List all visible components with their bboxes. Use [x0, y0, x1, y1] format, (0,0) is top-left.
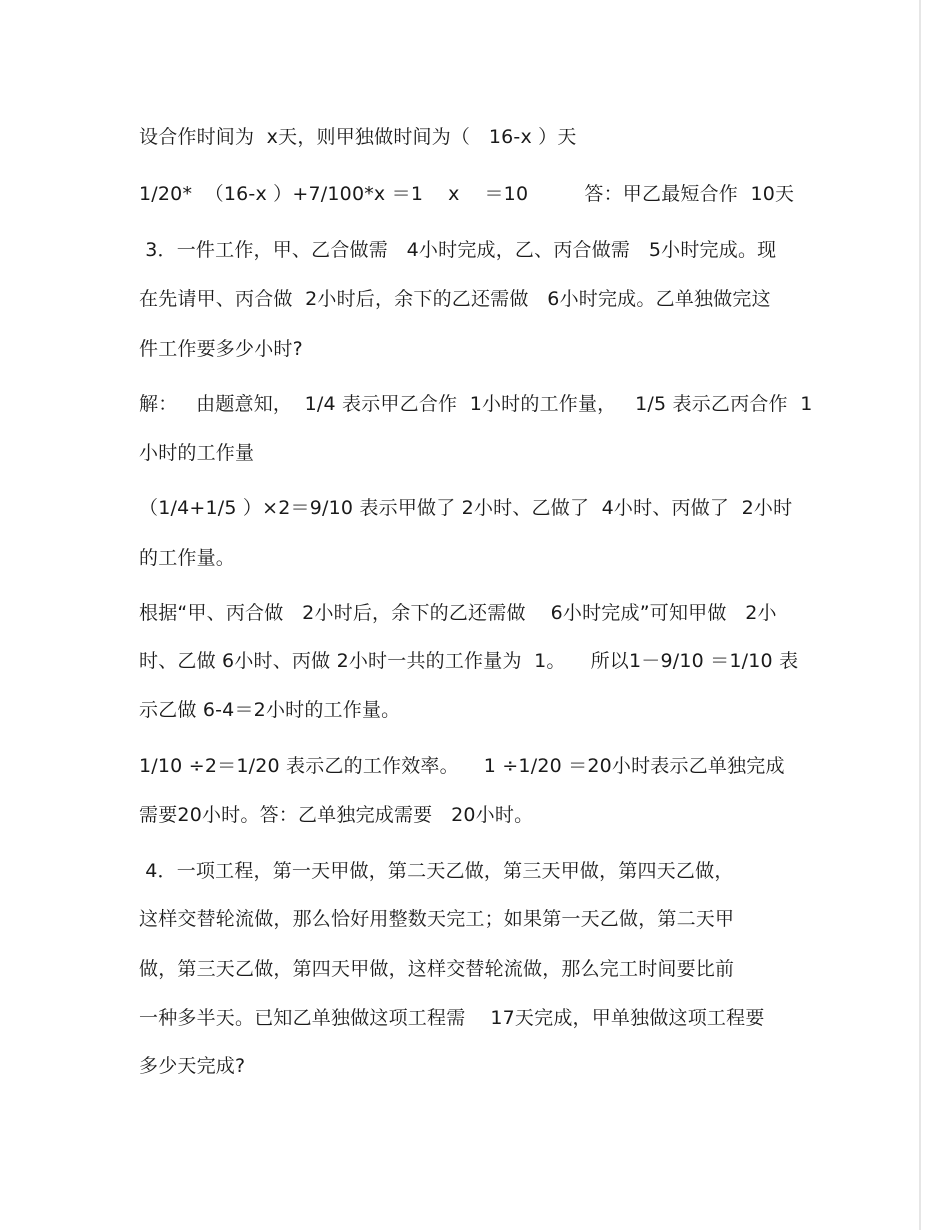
text-line: 时、乙做 6小时、丙做 2小时一共的工作量为 1。 所以1－9/10 ＝1/10 表 — [139, 650, 799, 672]
text-line: 解： 由题意知， 1/4 表示甲乙合作 1小时的工作量， 1/5 表示乙丙合作 1 — [139, 393, 813, 415]
text-line: 做，第三天乙做，第四天甲做，这样交替轮流做，那么完工时间要比前 — [139, 958, 735, 980]
text-line: 多少天完成? — [139, 1055, 246, 1077]
text-line: 件工作要多少小时? — [139, 338, 303, 360]
text-line: 示乙做 6-4＝2小时的工作量。 — [139, 699, 401, 721]
text-line: （1/4+1/5 ）×2＝9/10 表示甲做了 2小时、乙做了 4小时、丙做了 2小时 — [139, 497, 793, 519]
text-line: 小时的工作量 — [139, 442, 255, 464]
text-line: 1/20* （16-x ）+7/100*x ＝1 x ＝10 答：甲乙最短合作 10天 — [139, 183, 795, 205]
text-line: 需要20小时。答：乙单独完成需要 20小时。 — [139, 804, 534, 826]
page-edge-line — [919, 0, 921, 1230]
text-line: 这样交替轮流做，那么恰好用整数天完工；如果第一天乙做，第二天甲 — [139, 908, 735, 930]
text-line: 1/10 ÷2＝1/20 表示乙的工作效率。 1 ÷1/20 ＝20小时表示乙单独完成 — [139, 755, 785, 777]
text-line: 在先请甲、丙合做 2小时后，余下的乙还需做 6小时完成。乙单独做完这 — [139, 288, 771, 310]
text-line: 根据“甲、丙合做 2小时后，余下的乙还需做 6小时完成”可知甲做 2小 — [139, 602, 777, 624]
text-line: 的工作量。 — [139, 547, 236, 569]
text-line: 设合作时间为 x天，则甲独做时间为（ 16-x ）天 — [139, 126, 577, 148]
text-line: 4．一项工程，第一天甲做，第二天乙做，第三天甲做，第四天乙做， — [139, 860, 734, 882]
text-line: 3．一件工作，甲、乙合做需 4小时完成，乙、丙合做需 5小时完成。现 — [139, 239, 777, 261]
text-line: 一种多半天。已知乙单独做这项工程需 17天完成，甲单独做这项工程要 — [139, 1007, 765, 1029]
